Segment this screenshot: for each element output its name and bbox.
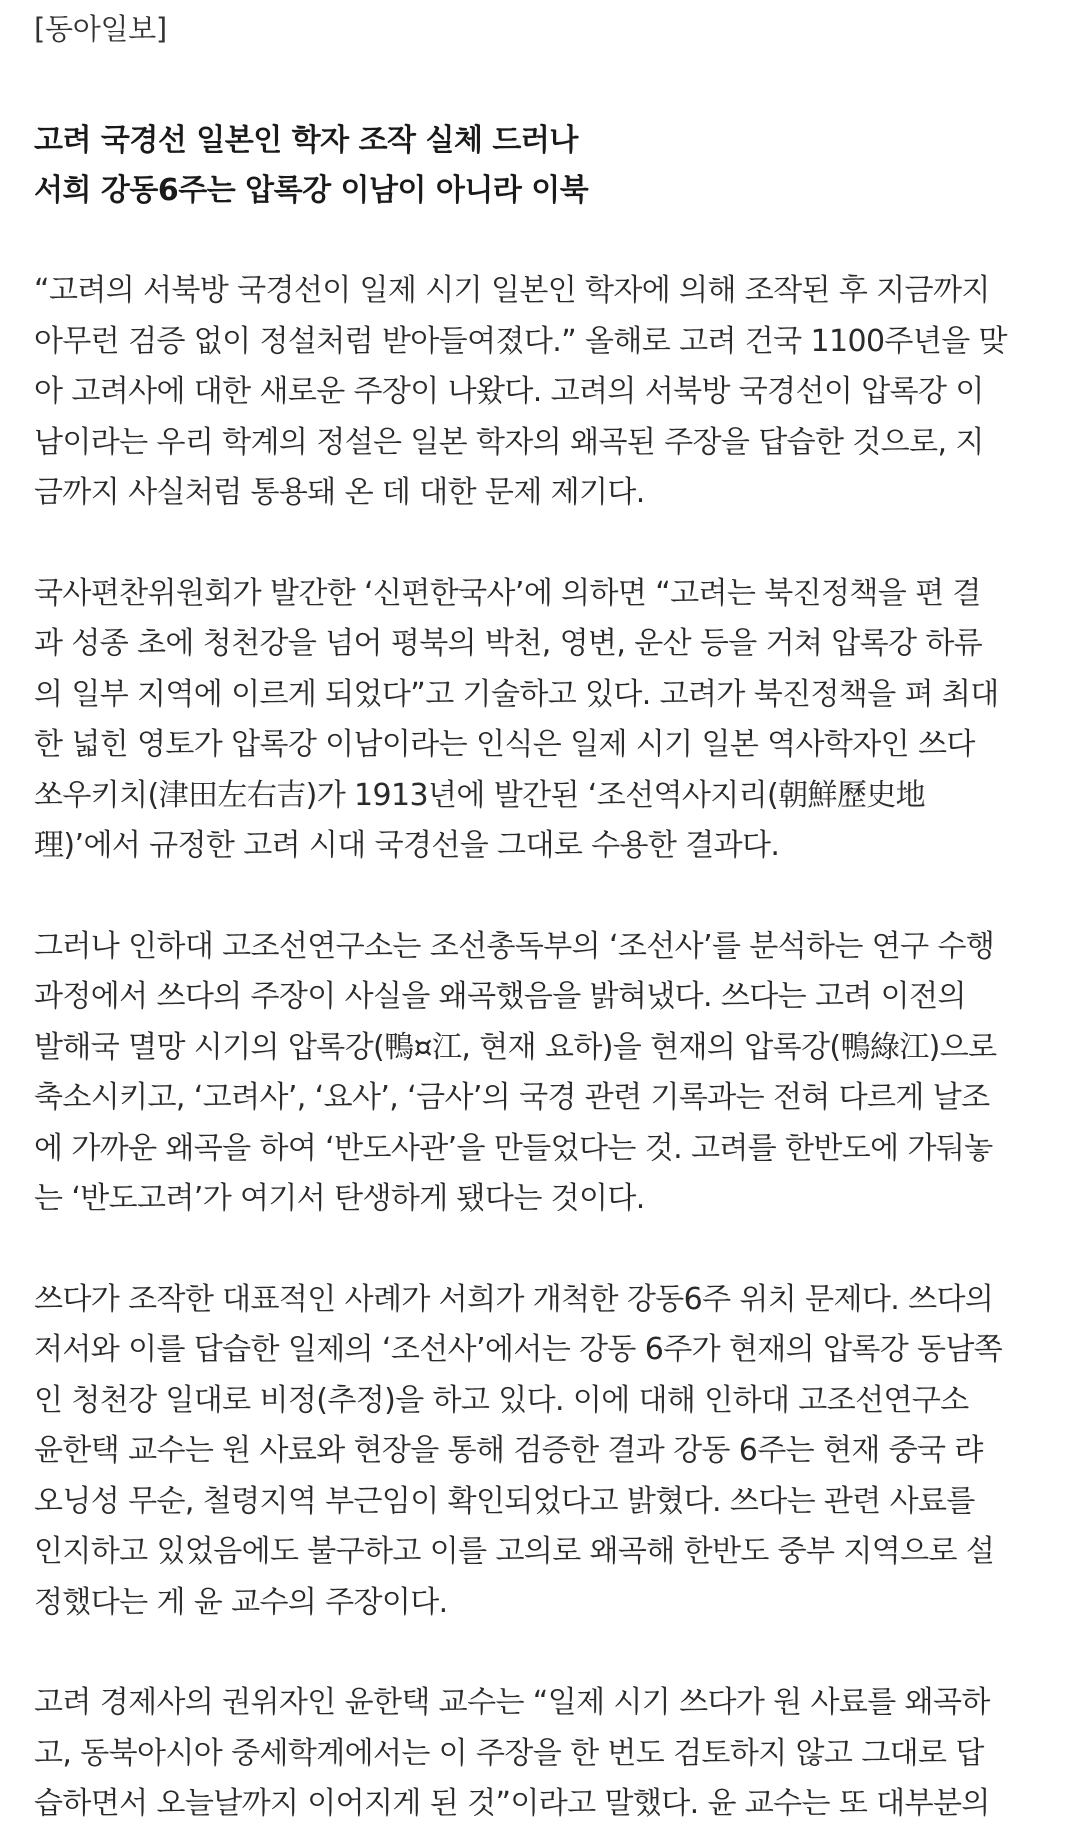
subtitle-block: [34, 116, 1050, 216]
paragraph-line: 축소시키고, ‘고려사’, ‘요사’, ‘금사’의 국경 관련 기록과는 전혀 다르게 날조: [34, 1080, 990, 1115]
paragraph-line: 는 ‘반도고려’가 여기서 탄생하게 됐다는 것이다.: [34, 1181, 645, 1216]
subtitle-line: 서희 강동6주는 압록강 이남이 아니라 이북: [34, 173, 589, 208]
paragraph-line: 理)’에서 규정한 고려 시대 국경선을 그대로 수용한 결과다.: [34, 828, 780, 863]
paragraph-line: “고려의 서북방 국경선이 일제 시기 일본인 학자에 의해 조작된 후 지금까지: [34, 273, 990, 308]
paragraph-list: [34, 266, 1050, 1830]
article-paragraph: [34, 266, 1050, 519]
paragraph-line: 인지하고 있었음에도 불구하고 이를 고의로 왜곡해 한반도 중부 지역으로 설: [34, 1534, 995, 1569]
paragraph-line: 오닝성 무순, 철령지역 부근임이 확인되었다고 밝혔다. 쓰다는 관련 사료를: [34, 1483, 975, 1519]
paragraph-line: 발해국 멸망 시기의 압록강(鴨¤江, 현재 요하)을 현재의 압록강(鴨綠江)으로: [34, 1029, 997, 1065]
paragraph-line: 습하면서 오늘날까지 이어지게 된 것”이라고 말했다. 윤 교수는 또 대부분의: [34, 1786, 990, 1821]
paragraph-line: 정했다는 게 윤 교수의 주장이다.: [34, 1584, 448, 1620]
paragraph-line: 아무런 검증 없이 정설처럼 받아들여졌다.” 올해로 고려 건국 1100주년을 맞: [34, 323, 1007, 359]
paragraph-line: 쓰다가 조작한 대표적인 사례가 서희가 개척한 강동6주 위치 문제다. 쓰다의: [34, 1281, 994, 1317]
paragraph-line: 금까지 사실처럼 통용돼 온 데 대한 문제 제기다.: [34, 475, 645, 510]
paragraph-line: 에 가까운 왜곡을 하여 ‘반도사관’을 만들었다는 것. 고려를 한반도에 가둬놓: [34, 1130, 993, 1166]
subtitle-line: 고려 국경선 일본인 학자 조작 실체 드러나: [34, 123, 578, 158]
paragraph-line: 과 성종 초에 청천강을 넘어 평북의 박천, 영변, 운산 등을 거쳐 압록강 하류: [34, 626, 983, 661]
paragraph-line: 고려 경제사의 권위자인 윤한택 교수는 “일제 시기 쓰다가 원 사료를 왜곡하: [34, 1685, 990, 1720]
paragraph-line: 인 청천강 일대로 비정(추정)을 하고 있다. 이에 대해 인하대 고조선연구소: [34, 1382, 969, 1418]
paragraph-line: 저서와 이를 답습한 일제의 ‘조선사’에서는 강동 6주가 현재의 압록강 동남쪽: [34, 1332, 1003, 1367]
paragraph-line: 쏘우키치(津田左右吉)가 1913년에 발간된 ‘조선역사지리(朝鮮歷史地: [34, 777, 926, 813]
news-source: [동아일보]: [34, 12, 167, 46]
article-paragraph: [34, 1678, 1050, 1830]
paragraph-line: 윤한택 교수는 원 사료와 현장을 통해 검증한 결과 강동 6주는 현재 중국 랴: [34, 1433, 983, 1468]
paragraph-line: 과정에서 쓰다의 주장이 사실을 왜곡했음을 밝혀냈다. 쓰다는 고려 이전의: [34, 979, 966, 1014]
article-paragraph: [34, 922, 1050, 1225]
paragraph-line: 그러나 인하대 고조선연구소는 조선총독부의 ‘조선사’를 분석하는 연구 수행: [34, 928, 995, 964]
paragraph-line: 국사편찬위원회가 발간한 ‘신편한국사’에 의하면 “고려는 북진정책을 편 결: [34, 575, 981, 611]
paragraph-line: 의 일부 지역에 이르게 되었다”고 기술하고 있다. 고려가 북진정책을 펴 최대: [34, 676, 999, 712]
paragraph-line: 남이라는 우리 학계의 정설은 일본 학자의 왜곡된 주장을 답습한 것으로, 지: [34, 424, 984, 460]
article-body: [34, 0, 1050, 1830]
paragraph-line: 아 고려사에 대한 새로운 주장이 나왔다. 고려의 서북방 국경선이 압록강 이: [34, 374, 984, 409]
paragraph-line: 한 넓힌 영토가 압록강 이남이라는 인식은 일제 시기 일본 역사학자인 쓰다: [34, 727, 975, 762]
paragraph-line: 고, 동북아시아 중세학계에서는 이 주장을 한 번도 검토하지 않고 그대로 답: [34, 1735, 984, 1771]
article-paragraph: [34, 569, 1050, 872]
article-paragraph: [34, 1275, 1050, 1629]
